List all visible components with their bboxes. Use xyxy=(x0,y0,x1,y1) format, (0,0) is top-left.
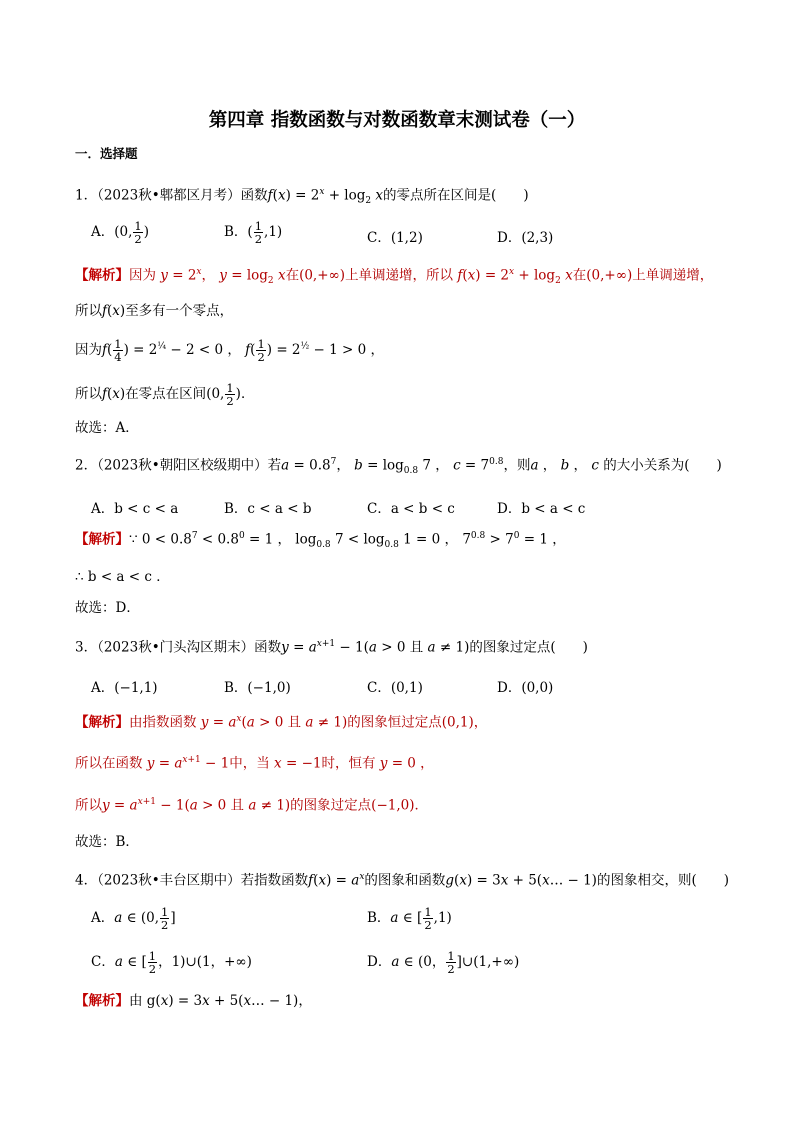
q1-stem-suffix: 的零点所在区间是( ) xyxy=(383,187,529,204)
q4-analysis-line-1: 【解析】由 g(x) = 3x + 5(x… − 1)， xyxy=(75,993,312,1009)
q3-option-b: B．(−1,0) xyxy=(224,680,291,696)
q3-analysis-line-2: 所以在函数 $y = a^{x+1} - 1$中，当 x = −1时，恒有 y = 0 ， xyxy=(75,755,434,772)
q2-option-a: A．b < c < a xyxy=(91,501,179,517)
q1-option-a: A．(0, $\frac{1}{2}$ ) xyxy=(91,219,150,247)
q4-option-a: A．a ∈ (0, $\frac{1}{2}$ ] xyxy=(91,905,176,933)
q2-conclusion: ∴ b < a < c ． xyxy=(75,569,170,585)
q1-option-c: C．(1,2) xyxy=(367,230,423,246)
question-3-stem: 3．（2023秋•门头沟区期末）函数$y = a^{x+1} - 1(a > 0$ 且 a ≠ 1)的图象过定点( ) xyxy=(75,639,588,656)
question-4-stem: 4．（2023秋•丰台区期中）若指数函数$f(x) = a^x$的图象和函数g(x) = 3x + 5(x… − 1)的图象相交，则( ) xyxy=(75,872,729,889)
page-title: 第四章 指数函数与对数函数章末测试卷（一） xyxy=(208,110,586,131)
q3-answer: 故选：B． xyxy=(75,834,139,850)
analysis-tag: 【解析】 xyxy=(75,267,129,284)
q2-option-c: C．a < b < c xyxy=(367,501,455,517)
q3-analysis-line-1: 【解析】由指数函数 $y = a^x(a > 0$ 且 a ≠ 1)的图象恒过定点(0,1)， xyxy=(75,714,488,731)
q1-analysis-line-2: 所以f(x)至多有一个零点， xyxy=(75,303,234,319)
q1-stem-prefix: 1．（2023秋•郫都区月考）函数 xyxy=(75,187,268,204)
q4-option-b: B．a ∈ [ $\frac{1}{2}$ ,1) xyxy=(367,905,452,933)
q2-answer: 故选：D． xyxy=(75,600,140,616)
q2-analysis-line-1: 【解析】∵ $0 < 0.8^7 < 0.8^0 = 1$ ， $\log_{0.8} 7 < \log_{0.8} 1 = 0$ ， $7^{0.8} > 7^0 = 1$ ， xyxy=(75,531,566,551)
q2-option-b: B．c < a < b xyxy=(224,501,312,517)
q3-option-d: D．(0,0) xyxy=(497,680,554,696)
section-heading: 一．选择题 xyxy=(75,146,138,161)
q3-analysis-line-3: 所以$y = a^{x+1} - 1(a > 0$ 且 a ≠ 1)的图象过定点(−1,0)． xyxy=(75,797,428,814)
q2-option-d: D．b < a < c xyxy=(497,501,586,517)
q1-answer: 故选：A． xyxy=(75,420,139,436)
q4-option-c: C．a ∈ [ $\frac{1}{2}$ ，1)∪(1，+∞) xyxy=(91,949,252,977)
q4-option-d: D．a ∈ (0， $\frac{1}{2}$ ]∪(1,+∞) xyxy=(367,949,520,977)
q1-analysis-line-3: 因为f( $\frac{1}{4}$ ) = $2^{\frac{1}{4}} - 2 < 0$ ， f( $\frac{1}{2}$ ) = $2^{\frac{1}{2}} - 1 > 0$ ， xyxy=(75,337,385,365)
question-2-stem: 2．（2023秋•朝阳区校级期中）若$a = 0.8^7$， $b = \log_{0.8} 7$ ， $c = 7^{0.8}$，则a ， b ， c 的大小关系为( ) xyxy=(75,457,722,477)
q1-analysis-line-4: 所以f(x)在零点在区间(0, $\frac{1}{2}$ )． xyxy=(75,381,255,409)
q3-option-a: A．(−1,1) xyxy=(91,680,158,696)
q1-option-b: B．( $\frac{1}{2}$ ,1) xyxy=(224,219,283,247)
q1-option-d: D．(2,3) xyxy=(497,230,554,246)
question-1-stem: 1．（2023秋•郫都区月考）函数$f(x) = 2^x + \log_2 x$的零点所在区间是( ) xyxy=(75,187,529,207)
q1-analysis-line-1: 【解析】因为 $y = 2^x$， $y = \log_2 x$在(0,+∞)上单调递增，所以 $f(x) = 2^x + \log_2 x$在(0,+∞)上单调递增， xyxy=(75,267,714,287)
q3-option-c: C．(0,1) xyxy=(367,680,423,696)
